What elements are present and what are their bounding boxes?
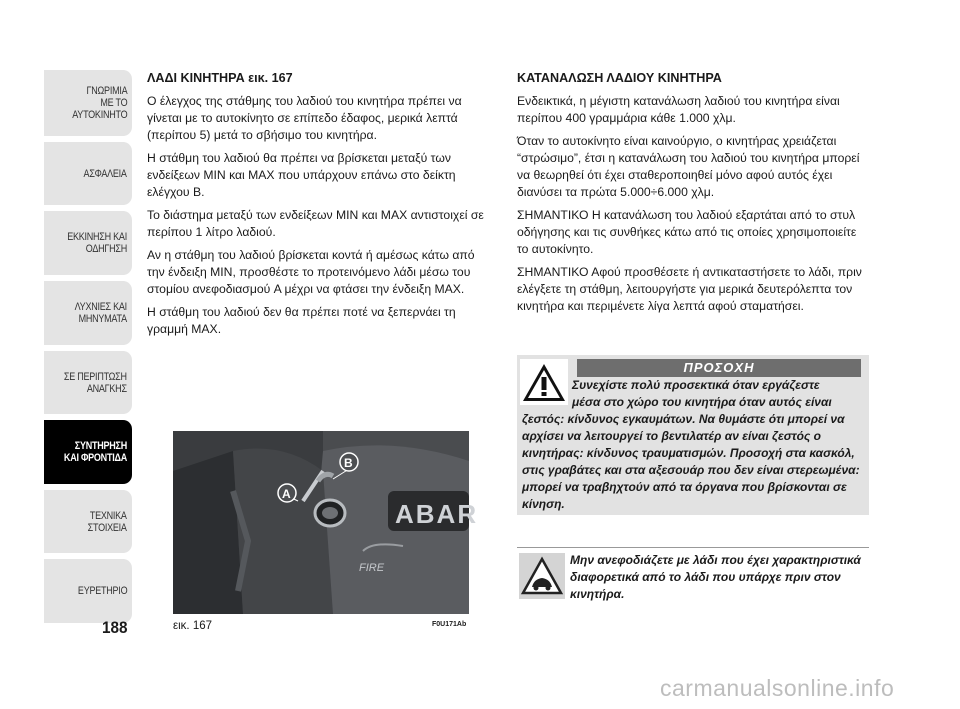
engine-oil-section xyxy=(147,70,487,344)
page-number: 188 xyxy=(102,618,128,637)
tab-safety[interactable] xyxy=(44,142,132,205)
paragraph: ΣΗΜΑΝΤΙΚΟ Αφού προσθέσετε ή αντικαταστήσετε το λάδι, πριν ελέγξετε τη στάθμη, λειτουργήστε για μερικά δευτερόλεπτα τον κινητήρα και περιμένετε λίγα λεπτά αφού σταματήσει. xyxy=(517,265,862,313)
section-heading: ΛΑΔΙ ΚΙΝΗΤΗΡΑ εικ. 167 xyxy=(147,71,293,85)
warning-body: ζεστός: κίνδυνος εγκαυμάτων. Να θυμάστε ότι μπορεί να αρχίσει να λειτουργεί το βεντιλατέρ αν είναι ζεστός ο κινητήρας: κίνδυνος τραυματισμών. Προσοχή στα κασκόλ, στις γραβάτες και στα αξεσουάρ που δεν είναι στερεωμένα: μπορεί να τραβηχτούν από τα όργανα που βρίσκονται σε κίνηση. xyxy=(522,412,860,511)
tab-warning-lights[interactable] xyxy=(44,281,132,345)
figure-code: F0U171Ab xyxy=(432,621,467,628)
warning-title: ΠΡΟΣΟΧΗ xyxy=(577,359,861,377)
paragraph: ΣΗΜΑΝΤΙΚΟ Η κατανάλωση του λαδιού εξαρτάται από το στυλ οδήγησης και τις συνθήκες κάτω από τις οποίες χρησιμοποιείτε το αυτοκίνητο. xyxy=(517,208,857,256)
engine-illustration xyxy=(173,431,479,614)
paragraph: Ενδεικτικά, η μέγιστη κατανάλωση λαδιού του κινητήρα είναι περίπου 400 γραμμάρια κάθε 1.000 χλμ. xyxy=(517,94,840,125)
watermark: carmanualsonline.info xyxy=(660,675,895,701)
paragraph: Το διάστημα μεταξύ των ενδείξεων MIN και MAX αντιστοιχεί σε περίπου 1 λίτρο λαδιού. xyxy=(147,208,484,239)
tab-label: ΣΥΝΤΗΡΗΣΗ ΚΑΙ ΦΡΟΝΤΙΔΑ xyxy=(64,440,128,464)
paragraph: Η στάθμη του λαδιού δεν θα πρέπει ποτέ να ξεπερνάει τη γραμμή MAX. xyxy=(147,305,456,336)
tab-label: ΓΝΩΡΙΜΙΑ ΜΕ ΤΟ ΑΥΤΟΚΙΝΗΤΟ xyxy=(71,85,128,121)
tab-label: ΛΥΧΝΙΕΣ ΚΑΙ ΜΗΝΥΜΑΤΑ xyxy=(74,301,128,325)
warning-text xyxy=(522,377,864,513)
tab-getting-to-know-car[interactable] xyxy=(44,70,132,136)
oil-consumption-section xyxy=(517,70,863,321)
label-b: B xyxy=(344,456,353,470)
environment-icon xyxy=(519,553,565,599)
tab-starting-driving[interactable] xyxy=(44,211,132,275)
svg-text:FIRE: FIRE xyxy=(359,562,385,574)
divider xyxy=(517,547,869,548)
tab-label: ΑΣΦΑΛΕΙΑ xyxy=(83,167,128,180)
tab-label: ΤΕΧΝΙΚΑ ΣΤΟΙΧΕΙΑ xyxy=(88,509,128,534)
section-heading: ΚΑΤΑΝΑΛΩΣΗ ΛΑΔΙΟΥ ΚΙΝΗΤΗΡΑ xyxy=(517,71,722,85)
figure-caption: εικ. 167 xyxy=(173,620,213,632)
environment-note: Μην ανεφοδιάζετε με λάδι που έχει χαρακτηριστικά διαφορετικά από το λάδι που υπάρχε πριν στον κινητήρα. xyxy=(570,553,861,601)
tab-index[interactable] xyxy=(44,559,132,623)
tab-label: ΕΚΚΙΝΗΣΗ ΚΑΙ ΟΔΗΓΗΣΗ xyxy=(67,231,128,255)
tab-maintenance[interactable] xyxy=(44,420,132,484)
warning-line: Συνεχίστε πολύ προσεκτικά όταν εργάζεστε xyxy=(572,378,820,392)
paragraph: Αν η στάθμη του λαδιού βρίσκεται κοντά ή αμέσως κάτω από την ένδειξη MIN, προσθέστε το προτεινόμενο λάδι μέσω του στομίου ανεφοδιασμού A μέχρι να φτάσει την ένδειξη MAX. xyxy=(147,248,475,296)
label-a: A xyxy=(282,487,291,501)
paragraph: Η στάθμη του λαδιού θα πρέπει να βρίσκεται μεταξύ των ενδείξεων MIN και MAX που υπάρχουν επάνω στο δείκτη ελέγχου B. xyxy=(147,151,456,199)
tab-label: ΕΥΡΕΤΗΡΙΟ xyxy=(77,585,128,597)
warning-line: μέσα στο χώρο του κινητήρα όταν αυτός είναι xyxy=(572,395,832,409)
tab-label: ΣΕ ΠΕΡΙΠΤΩΣΗ ΑΝΑΓΚΗΣ xyxy=(64,370,128,395)
tab-technical-data[interactable] xyxy=(44,490,132,553)
tab-emergency[interactable] xyxy=(44,351,132,414)
paragraph: Ο έλεγχος της στάθμης του λαδιού του κινητήρα πρέπει να γίνεται με το αυτοκίνητο σε επίπεδο έδαφος, μερικά λεπτά (περίπου 5) μετά το σβήσιμο του κινητήρα. xyxy=(147,94,462,142)
badge-text: ABAR xyxy=(395,499,479,529)
paragraph: Όταν το αυτοκίνητο είναι καινούργιο, ο κινητήρας χρειάζεται “στρώσιμο”, έτσι η κατανάλωση του λαδιού του κινητήρα μπορεί να θεωρηθεί ότι έχει σταθεροποιηθεί μόνο αφού αυτός έχει διανύσει τα πρώτα 5.000÷6.000 χλμ. xyxy=(517,134,860,199)
engine-bay-figure xyxy=(173,431,479,614)
